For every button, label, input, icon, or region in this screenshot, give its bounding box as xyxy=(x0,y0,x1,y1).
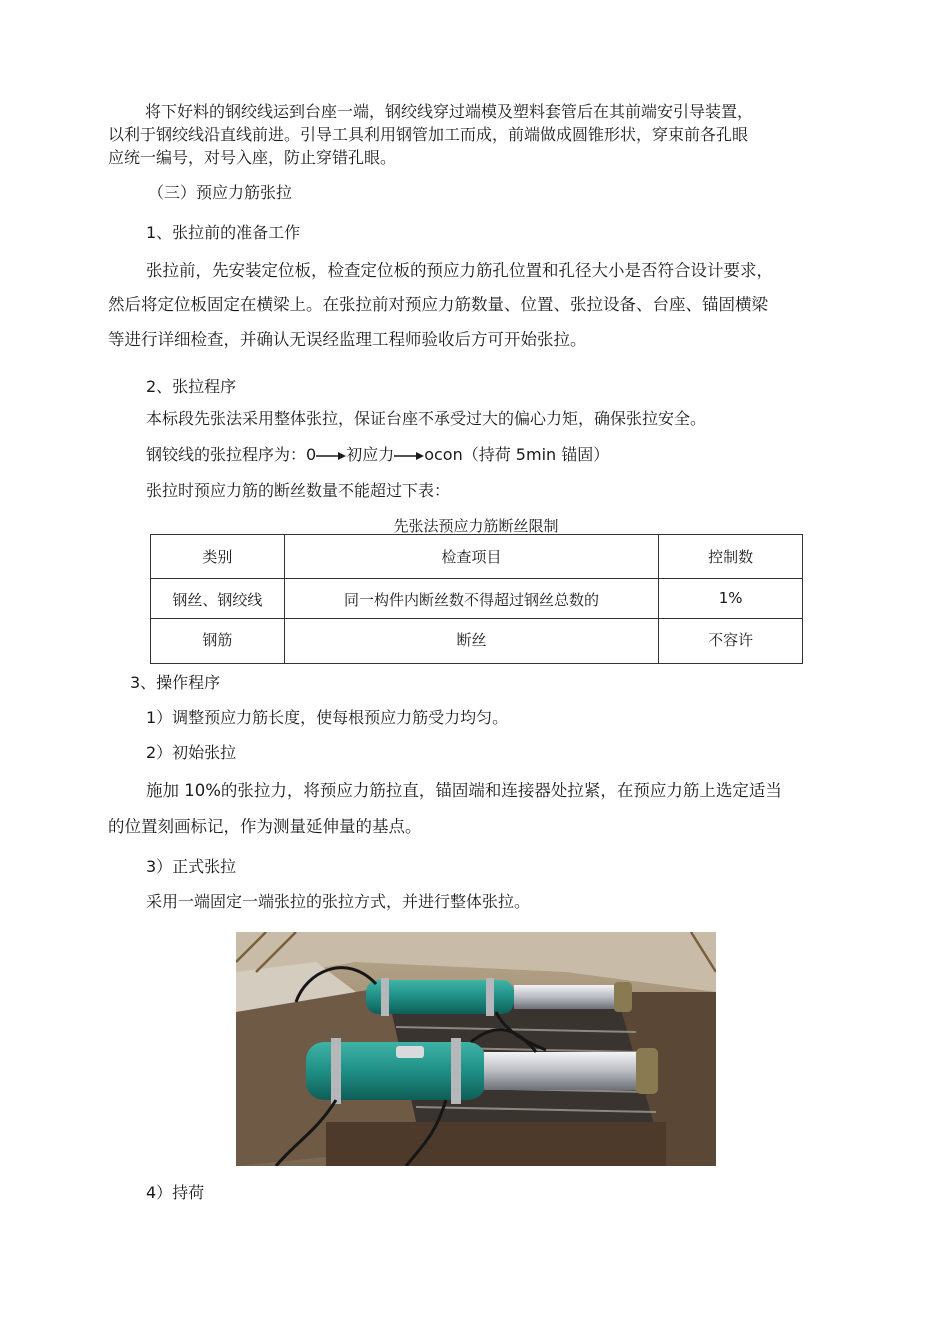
step-heading: 4）持荷 xyxy=(146,1183,205,1202)
tension-procedure xyxy=(146,443,609,466)
text-line: 张拉时预应力筋的断丝数量不能超过下表： xyxy=(146,481,451,500)
table-cell: 同一构件内断丝数不得超过钢丝总数的 xyxy=(284,579,658,619)
subsection-heading: 3、操作程序 xyxy=(130,673,221,692)
text-line: 应统一编号，对号入座，防止穿错孔眼。 xyxy=(108,148,397,167)
table-caption: 先张法预应力筋断丝限制 xyxy=(393,517,559,535)
text-line: 以利于钢绞线沿直线前进。引导工具利用钢管加工而成，前端做成圆锥形状，穿束前各孔眼 xyxy=(108,125,749,144)
jack-illustration xyxy=(236,932,716,1166)
text-line: 的位置刻画标记，作为测量延伸量的基点。 xyxy=(108,817,422,836)
paragraph-threading xyxy=(108,100,848,169)
table-cell: 1% xyxy=(659,579,803,619)
arrow-right-icon xyxy=(394,451,424,461)
table-row xyxy=(151,579,803,619)
header-cell: 检查项目 xyxy=(284,535,658,579)
subsection-heading: 2、张拉程序 xyxy=(146,377,237,396)
arrow-right-icon xyxy=(316,451,346,461)
step-heading: 3）正式张拉 xyxy=(146,857,237,876)
text-line: 本标段先张法采用整体张拉，保证台座不承受过大的偏心力矩，确保张拉安全。 xyxy=(146,409,707,428)
table-cell: 断丝 xyxy=(284,619,658,664)
step-heading: 2）初始张拉 xyxy=(146,743,237,762)
table-cell: 钢丝、钢绞线 xyxy=(151,579,285,619)
header-cell: 类别 xyxy=(151,535,285,579)
text-fragment: 初应力 xyxy=(346,445,395,464)
text-line: 施加 10%的张拉力，将预应力筋拉直，锚固端和连接器处拉紧，在预应力筋上选定适当 xyxy=(146,781,782,800)
text-fragment: 钢铰线的张拉程序为：0 xyxy=(146,445,317,464)
subsection-heading: 1、张拉前的准备工作 xyxy=(146,223,301,242)
table-cell: 不容许 xyxy=(659,619,803,664)
text-line: 将下好料的钢绞线运到台座一端，钢绞线穿过端模及塑料套管后在其前端安引导装置， xyxy=(145,102,754,121)
text-line: 1）调整预应力筋长度，使每根预应力筋受力均匀。 xyxy=(146,708,509,727)
section-heading: （三）预应力筋张拉 xyxy=(148,183,293,202)
text-line: 张拉前，先安装定位板，检查定位板的预应力筋孔位置和孔径大小是否符合设计要求， xyxy=(146,261,773,280)
text-line: 采用一端固定一端张拉的张拉方式，并进行整体张拉。 xyxy=(146,892,531,911)
text-line: 然后将定位板固定在横梁上。在张拉前对预应力筋数量、位置、张拉设备、台座、锚固横梁 xyxy=(108,295,768,314)
table-row xyxy=(151,619,803,664)
table-cell: 钢筋 xyxy=(151,619,285,664)
tensioning-jacks-photo xyxy=(236,932,716,1166)
table-header-row xyxy=(151,535,803,579)
text-fragment: ocon（持荷 5min 锚固） xyxy=(424,445,610,464)
header-cell: 控制数 xyxy=(659,535,803,579)
wire-break-limit-table xyxy=(150,534,803,664)
text-line: 等进行详细检查，并确认无误经监理工程师验收后方可开始张拉。 xyxy=(108,330,587,349)
